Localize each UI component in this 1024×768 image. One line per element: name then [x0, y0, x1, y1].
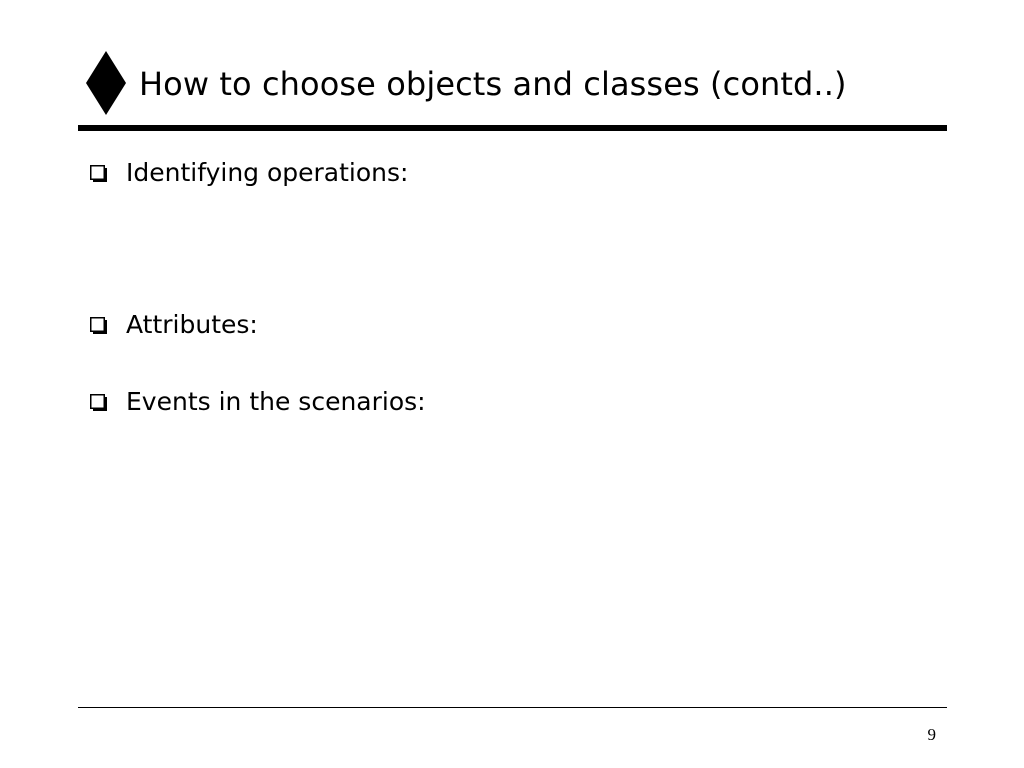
footer-divider — [78, 707, 947, 708]
bullet-label: Events in the scenarios: — [126, 387, 426, 416]
slide-title: How to choose objects and classes (contd..) — [139, 65, 847, 103]
title-divider — [78, 125, 947, 131]
page-number: 9 — [927, 725, 936, 744]
bullet-label: Identifying operations: — [126, 158, 409, 187]
slide-title-row — [86, 50, 946, 120]
square-box-icon — [90, 165, 107, 182]
diamond-icon — [86, 51, 126, 115]
square-box-icon — [90, 317, 107, 334]
square-box-icon — [90, 394, 107, 411]
bullet-label: Attributes: — [126, 310, 258, 339]
